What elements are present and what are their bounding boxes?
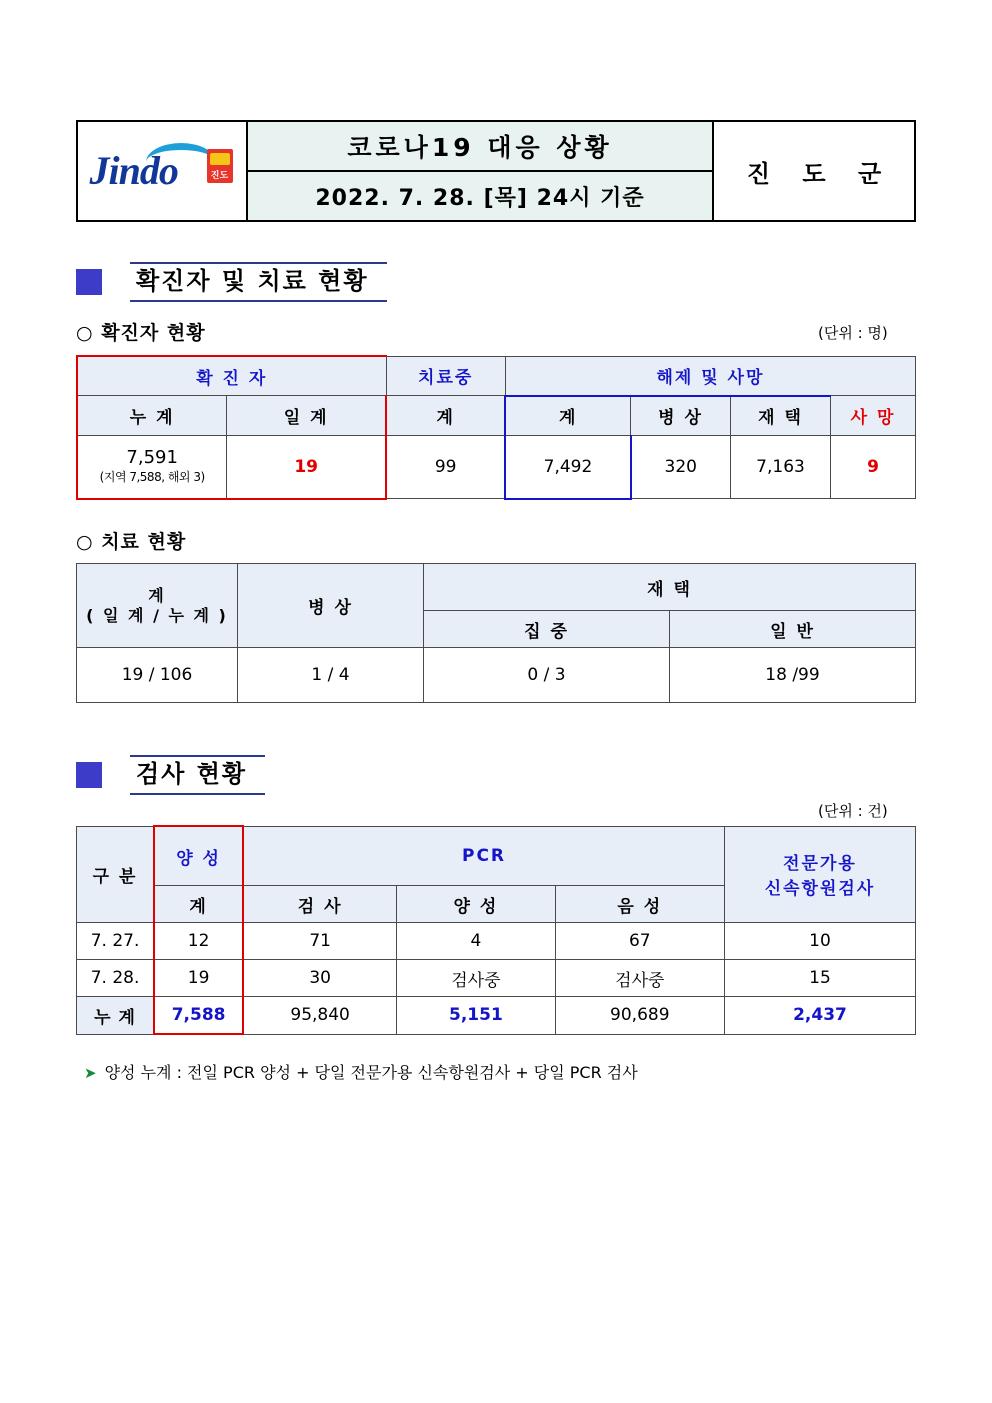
table-testing-status [76,825,916,1035]
table-row-values [77,435,916,499]
th-treatment-total [77,564,238,648]
cell-pcr-positive: 5,151 [397,997,555,1035]
th-pcr-positive: 양 성 [397,886,555,923]
footnote-text: 양성 누계 : 전일 PCR 양성 + 당일 전문가용 신속항원검사 + 당일 PCR 검사 [104,1063,638,1082]
th-released-group: 해제 및 사망 [505,356,915,396]
th-pcr-negative: 음 성 [555,886,724,923]
section-marker-square-icon [76,269,102,295]
document-date: 2022. 7. 28. [목] 24시 기준 [248,172,712,220]
cell-pcr-negative: 검사중 [555,960,724,997]
table-row-values [77,648,916,703]
th-daily: 일 계 [227,396,386,436]
subheading-confirmed-status: ○ 확진자 현황 [76,322,206,344]
cell-pcr-test: 95,840 [243,997,397,1035]
table-treatment-status [76,563,916,703]
cell-rat-positive: 2,437 [724,997,915,1035]
cell-pcr-positive: 4 [397,923,555,960]
cell-row-label: 누 계 [77,997,155,1035]
th-pcr-group: PCR [243,826,724,886]
cell-rat-positive: 15 [724,960,915,997]
cell-positive-total: 7,588 [154,997,243,1035]
table-row-header-1 [77,826,916,886]
th-cumulative: 누 계 [77,396,227,436]
th-home-intensive: 집 중 [424,611,670,648]
table-row [77,923,916,960]
table-row-total [77,997,916,1035]
cell-deaths: 9 [831,435,916,499]
jindo-logo [90,141,235,201]
section-title-text: 확진자 및 치료 현황 [130,262,387,302]
subheading-treatment-status: ○ 치료 현황 [76,531,187,553]
cell-pcr-test: 30 [243,960,397,997]
th-treatment-beds: 병 상 [238,564,424,648]
section-heading-testing [76,755,265,795]
cell-rat-positive: 10 [724,923,915,960]
arrow-icon: ➤ [84,1064,97,1082]
th-rat-line1: 전문가용 [783,854,857,875]
th-treatment-home-group: 재 택 [424,564,916,611]
cell-pcr-negative: 67 [555,923,724,960]
cell-pcr-positive: 검사중 [397,960,555,997]
cell-cumulative-main: 7,591 [126,447,178,469]
th-home: 재 택 [730,396,830,436]
th-positive-group: 양 성 [154,826,243,886]
cell-cumulative [77,435,227,499]
cell-pcr-test: 71 [243,923,397,960]
cell-home-intensive: 0 / 3 [424,648,670,703]
th-gubun: 구 분 [77,826,155,923]
th-positive-total: 계 [154,886,243,923]
logo-badge-icon [207,149,233,183]
cell-positive-total: 12 [154,923,243,960]
cell-cumulative-sub: (지역 7,588, 해외 3) [99,469,205,484]
th-rat-group [724,826,915,923]
table-confirmed-status [76,355,916,500]
th-pcr-test: 검 사 [243,886,397,923]
section-marker-square-icon [76,762,102,788]
th-treating-group: 치료중 [386,356,505,396]
th-confirmed-group: 확 진 자 [77,356,386,396]
table-row-group-header [77,356,916,396]
th-treatment-total-line1: 계 [148,585,166,605]
th-beds: 병 상 [631,396,731,436]
cell-positive-total: 19 [154,960,243,997]
section-heading-confirmed [76,262,387,302]
unit-note-persons: (단위 : 명) [818,324,888,342]
cell-row-label: 7. 27. [77,923,155,960]
cell-pcr-negative: 90,689 [555,997,724,1035]
document-title: 코로나19 대응 상황 [248,122,712,172]
th-treating-total: 계 [386,396,505,436]
table-row [77,960,916,997]
footnote [84,1060,638,1083]
document-header [76,120,916,222]
cell-daily: 19 [227,435,386,499]
table-row-header-1 [77,564,916,611]
cell-row-label: 7. 28. [77,960,155,997]
cell-beds: 320 [631,435,731,499]
cell-treatment-beds: 1 / 4 [238,648,424,703]
header-center [248,122,714,220]
th-treatment-total-line2: ( 일 계 / 누 계 ) [86,605,228,625]
table-row-column-header [77,396,916,436]
th-released-total: 계 [505,396,630,436]
cell-released-total: 7,492 [505,435,630,499]
section-title-text: 검사 현황 [130,755,265,795]
th-rat-line2: 신속항원검사 [764,879,876,900]
cell-home-general: 18 /99 [670,648,916,703]
logo-text: Jindo [89,148,178,193]
cell-treatment-total: 19 / 106 [77,648,238,703]
th-home-general: 일 반 [670,611,916,648]
th-deaths: 사 망 [831,396,916,436]
logo-badge-label: 진도 [210,170,229,180]
organization-name: 진 도 군 [746,159,894,188]
cell-home: 7,163 [730,435,830,499]
logo-cell [78,122,248,220]
cell-treating: 99 [386,435,505,499]
unit-note-cases: (단위 : 건) [818,802,888,820]
